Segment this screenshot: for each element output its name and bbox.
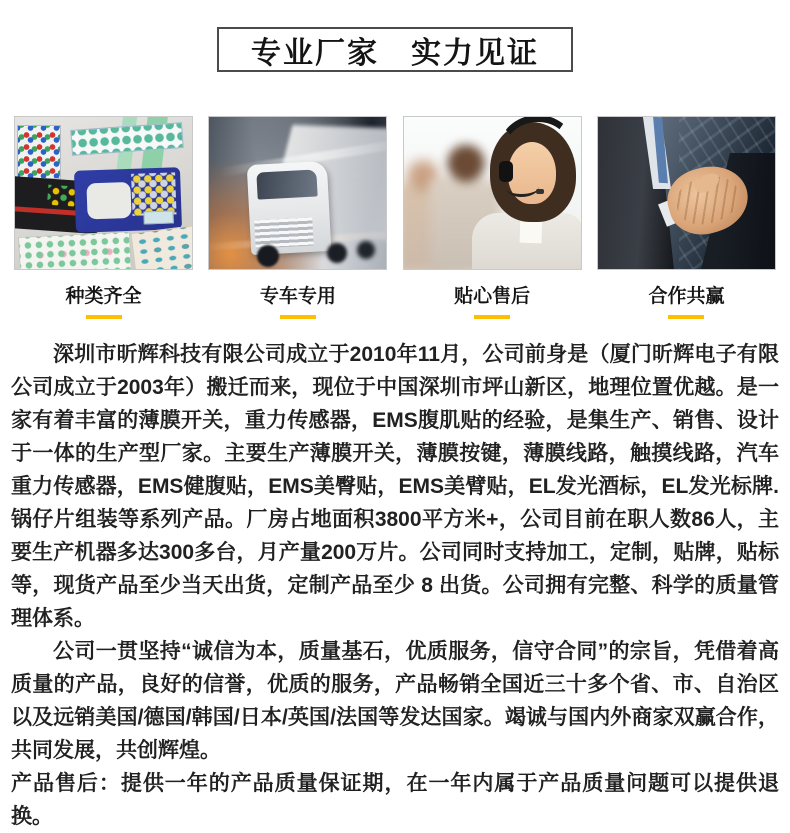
feature-item-service <box>403 116 582 319</box>
caption-underline <box>280 315 316 319</box>
feature-caption: 贴心售后 <box>454 286 531 307</box>
blue-panel-shape <box>74 167 182 233</box>
caption-underline <box>474 315 510 319</box>
feature-caption: 专车专用 <box>259 286 336 307</box>
feature-caption: 种类齐全 <box>65 286 142 307</box>
feature-item-delivery <box>208 116 387 319</box>
truck-wheel-shape <box>357 241 375 259</box>
truck-grille-shape <box>255 218 314 249</box>
company-motto-paragraph: 公司一贯坚持“诚信为本，质量基石，优质服务，信守合同”的宗旨，凭借着高质量的产品，良好的信誉，优质的服务，产品畅销全国近三十多个省、市、自治区以及远销美国/德国/韩国/日本/英国/法国等发达国家。竭诚与国内外商家双赢合作，共同发展，共创辉煌。 <box>11 640 779 762</box>
feature-caption: 合作共赢 <box>648 286 725 307</box>
caption-underline <box>668 315 704 319</box>
company-intro-paragraph: 深圳市昕辉科技有限公司成立于2010年11月，公司前身是（厦门昕辉电子有限公司成立于2003年）搬迁而来，现位于中国深圳市坪山新区，地理位置优越。是一家有着丰富的薄膜开关，重力传感器，EMS腹肌贴的经验，是集生产、销售、设计于一体的生产型厂家。主要生产薄膜开关，薄膜按键，薄膜线路，触摸线路，汽车重力传感器，EMS健腹贴，EMS美臀贴，EMS美臂贴，EL发光酒标，EL发光标牌.锅仔片组装等系列产品。厂房占地面积3800平方米+，公司目前在职人数86人，主要生产机器多达300多台，月产量200万片。公司同时支持加工，定制，贴牌，贴标等，现货产品至少当天出货，定制产品至少 8 出货。公司拥有完整、科学的质量管理体系。 <box>11 343 779 630</box>
headset-mic-tip-shape <box>536 189 544 194</box>
keypad-panel-shape <box>17 125 61 179</box>
delivery-truck-photo <box>208 116 387 270</box>
feature-row <box>0 116 790 319</box>
after-sales-paragraph: 产品售后：提供一年的产品质量保证期，在一年内属于产品质量问题可以提供退换。 <box>11 772 779 828</box>
truck-windshield-shape <box>257 169 318 199</box>
customer-service-photo <box>403 116 582 270</box>
section-title-banner <box>217 27 573 72</box>
button-dots-shape <box>131 172 176 216</box>
feature-item-cooperation <box>597 116 776 319</box>
section-title: 专业厂家 实力见证 <box>251 36 539 70</box>
key-strip-shape <box>70 122 184 156</box>
truck-wheel-shape <box>257 245 279 267</box>
truck-wheel-shape <box>327 243 347 263</box>
panel-cutout-shape <box>86 182 131 220</box>
keypad-panel-shape <box>18 231 132 270</box>
lcd-screen-shape <box>143 210 173 224</box>
membrane-switch-products-photo <box>14 116 193 270</box>
business-handshake-photo <box>597 116 776 270</box>
caption-underline <box>86 315 122 319</box>
keypad-panel-shape <box>130 225 193 270</box>
feature-item-products <box>14 116 193 319</box>
company-introduction <box>11 338 779 833</box>
